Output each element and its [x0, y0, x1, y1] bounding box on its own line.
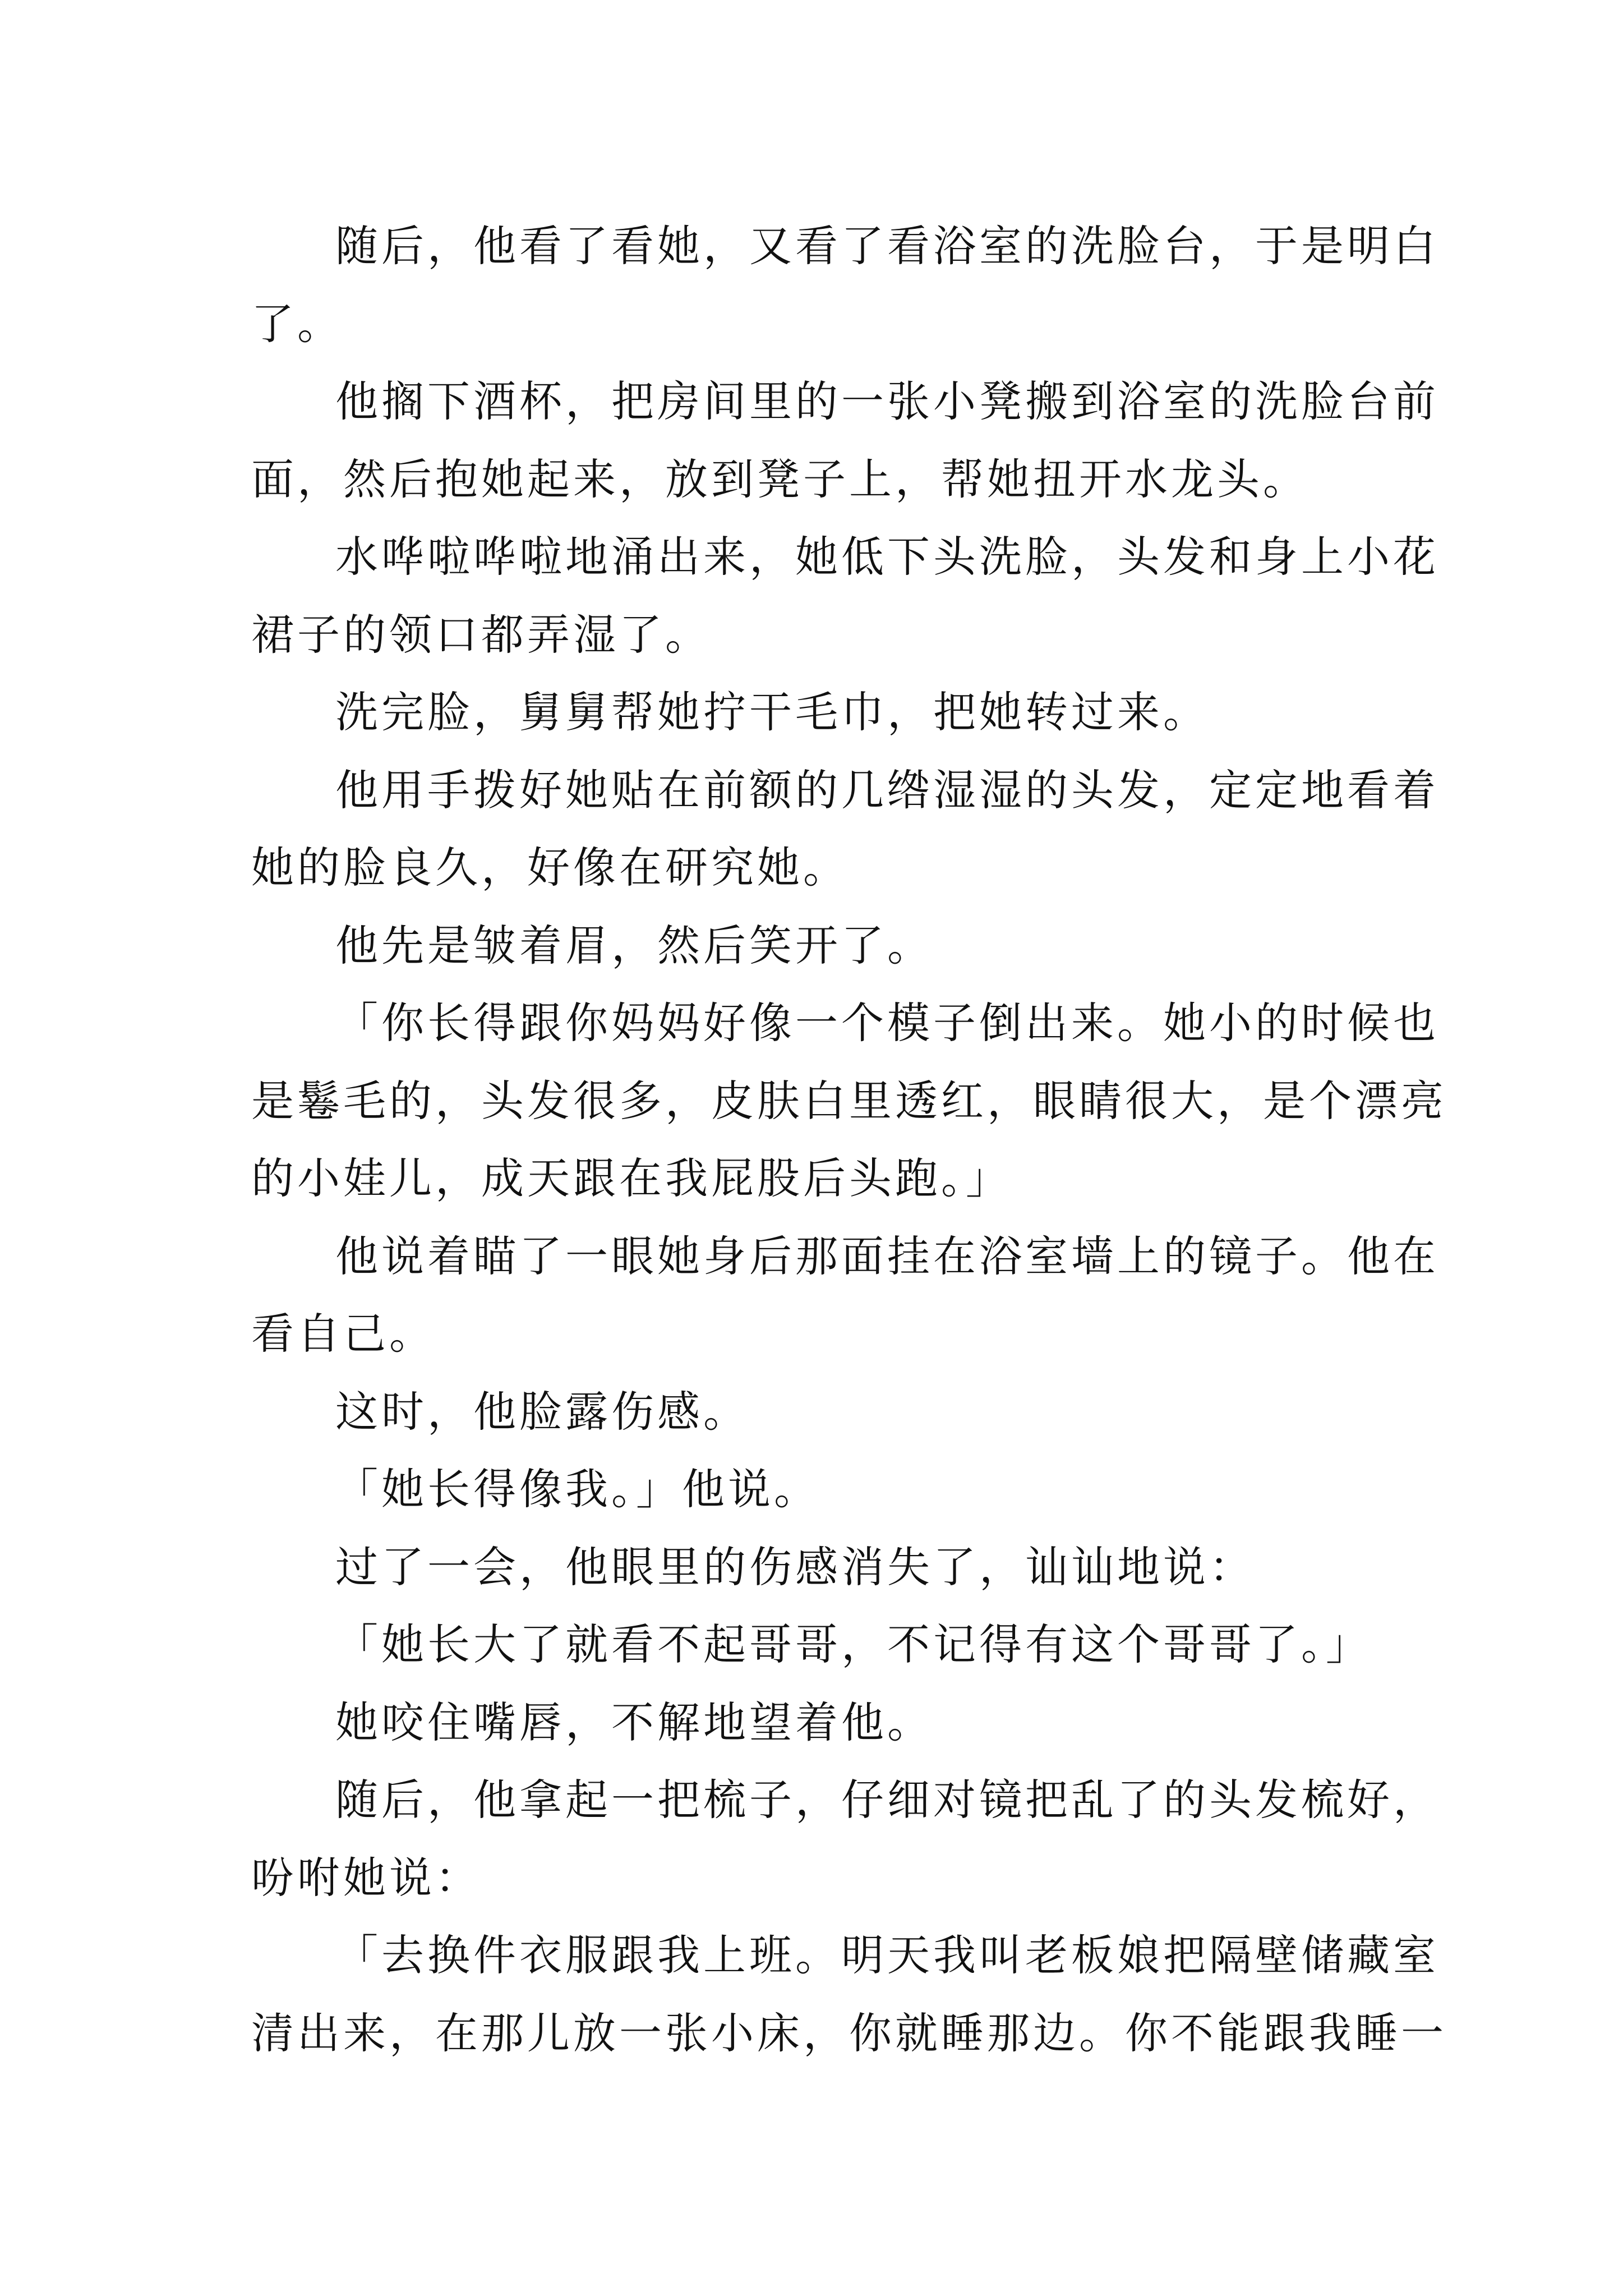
text-line: 他说着瞄了一眼她身后那面挂在浴室墙上的镜子。他在	[335, 1231, 1439, 1281]
text-line: 这时，他脸露伤感。	[335, 1386, 749, 1437]
text-line: 的小娃儿，成天跟在我屁股后头跑。」	[251, 1153, 1012, 1203]
text-line: 洗完脸，舅舅帮她拧干毛巾，把她转过来。	[335, 687, 1209, 737]
text-line: 她咬住嘴唇，不解地望着他。	[335, 1697, 933, 1747]
text-line: 随后，他看了看她，又看了看浴室的洗脸台，于是明白	[335, 221, 1439, 271]
text-line: 「你长得跟你妈妈好像一个模子倒出来。她小的时候也	[335, 998, 1439, 1048]
text-line: 看自己。	[251, 1309, 435, 1359]
text-line: 了。	[251, 298, 343, 349]
text-line: 他先是皱着眉，然后笑开了。	[335, 920, 933, 970]
text-line: 面，然后抱她起来，放到凳子上，帮她扭开水龙头。	[251, 454, 1309, 504]
body-text	[251, 208, 1447, 2072]
text-line: 「她长得像我。」他说。	[335, 1464, 820, 1514]
text-line: 他搁下酒杯，把房间里的一张小凳搬到浴室的洗脸台前	[335, 376, 1439, 426]
text-line: 他用手拨好她贴在前额的几绺湿湿的头发，定定地看着	[335, 765, 1439, 815]
text-line: 裙子的领口都弄湿了。	[251, 609, 711, 660]
text-line: 吩咐她说：	[251, 1852, 481, 1903]
text-line: 随后，他拿起一把梳子，仔细对镜把乱了的头发梳好，	[335, 1775, 1439, 1825]
text-line: 是鬈毛的，头发很多，皮肤白里透红，眼睛很大，是个漂亮	[251, 1075, 1447, 1126]
text-line: 「她长大了就看不起哥哥，不记得有这个哥哥了。」	[335, 1619, 1372, 1669]
text-line: 过了一会，他眼里的伤感消失了，讪讪地说：	[335, 1542, 1255, 1592]
text-line: 她的脸良久，好像在研究她。	[251, 843, 849, 892]
text-line: 水哗啦哗啦地涌出来，她低下头洗脸，头发和身上小花	[335, 532, 1439, 582]
text-line: 清出来，在那儿放一张小床，你就睡那边。你不能跟我睡一	[251, 2008, 1447, 2058]
text-line: 「去换件衣服跟我上班。明天我叫老板娘把隔壁储藏室	[335, 1930, 1439, 1980]
